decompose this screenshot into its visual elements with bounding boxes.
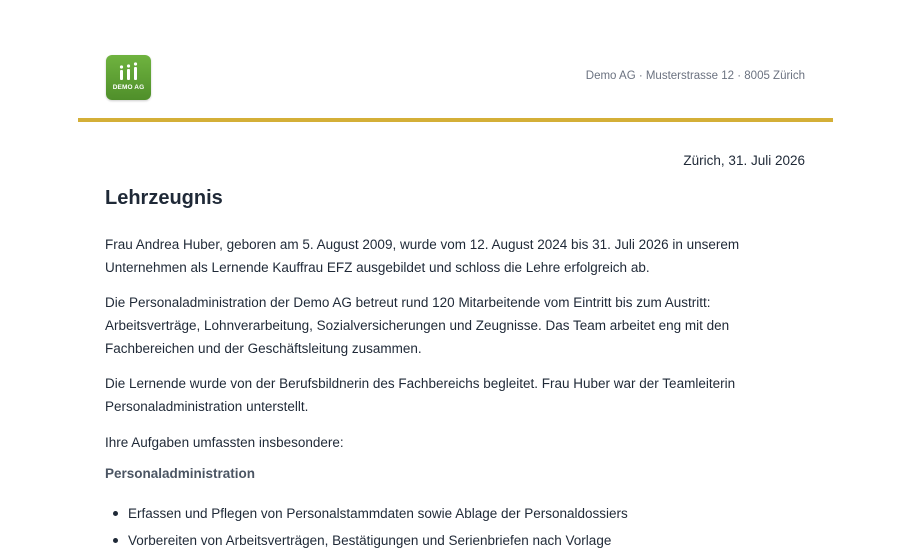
date-line: Zürich, 31. Juli 2026: [683, 153, 805, 168]
paragraph-tasks-intro: Ihre Aufgaben umfassten insbesondere:: [105, 435, 344, 450]
logo-text: DEMO AG: [112, 84, 145, 91]
section-heading: Personaladministration: [105, 466, 256, 481]
paragraph-department: Die Personaladministration der Demo AG betreut rund 120 Mitarbeitende vom Eintritt bis zum Austritt: Arbeitsverträge, Lohnverarbeitung, Sozialversicherungen und Zeugnisse. Das Team arbeitet eng mit den Fachbereichen und der Geschäftsleitung zusammen.: [105, 295, 730, 356]
paragraph-intro: Frau Andrea Huber, geboren am 5. August 2009, wurde vom 12. August 2024 bis 31. Juli 2026 in unserem Unternehmen als Lernende Kauffrau EFZ ausgebildet und schloss die Lehre erfolgreich ab.: [105, 237, 740, 275]
header-divider: [78, 118, 833, 122]
logo-bars-icon: [106, 55, 151, 100]
document-title: Lehrzeugnis: [105, 187, 223, 209]
paragraph-supervision: Die Lernende wurde von der Berufsbildnerin des Fachbereichs begleitet. Frau Huber war der Teamleiterin Personaladministration unterstellt.: [105, 376, 736, 414]
company-address: Demo AG · Musterstrasse 12 · 8005 Zürich: [585, 70, 805, 82]
list-item: Erfassen und Pflegen von Personalstammdaten sowie Ablage der Personaldossiers: [105, 500, 805, 527]
company-logo: [106, 55, 151, 100]
list-item: Vorbereiten von Arbeitsverträgen, Bestätigungen und Serienbriefen nach Vorlage: [105, 527, 805, 554]
task-list: [105, 500, 805, 554]
